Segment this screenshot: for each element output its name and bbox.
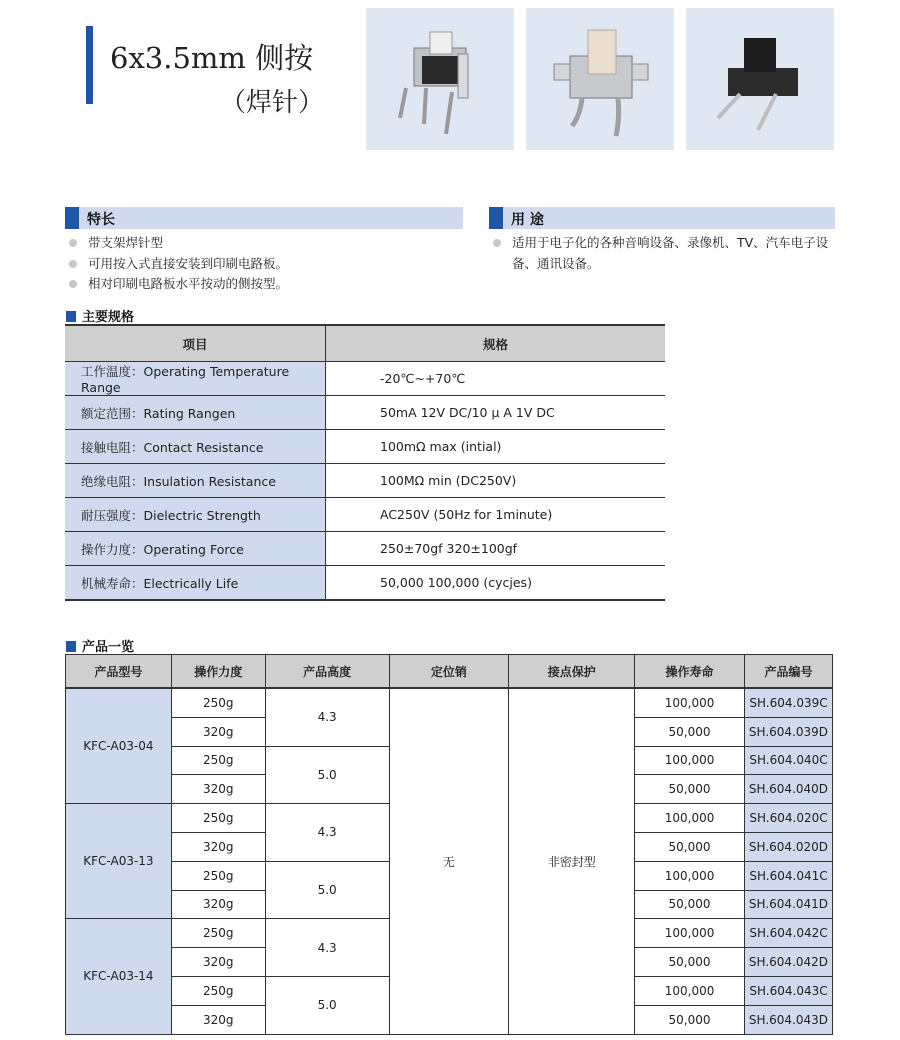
table-row: KFC-A03-13 250g 4.3 100,000 SH.604.020C (66, 804, 833, 833)
table-row: 耐压强度：Dielectric Strength AC250V (50Hz for 1minute) (65, 498, 665, 532)
specs-col-item: 项目 (65, 325, 326, 362)
table-row: 额定范围：Rating Rangen 50mA 12V DC/10 μ A 1V DC (65, 396, 665, 430)
features-heading-bar (65, 207, 463, 229)
table-row: 320g 50,000 SH.604.042D (66, 948, 833, 977)
col-force: 操作力度 (171, 655, 265, 689)
model-cell: KFC-A03-14 (66, 919, 172, 1034)
features-heading: 特长 (87, 212, 115, 228)
product-photo-white-metal (366, 8, 514, 150)
table-row: 250g 5.0 100,000 SH.604.041C (66, 861, 833, 890)
feature-item: 可用按入式直接安装到印刷电路板。 (66, 254, 466, 275)
usage-heading: 用 途 (511, 212, 544, 228)
table-row: 操作力度：Operating Force 250±70gf 320±100gf (65, 532, 665, 566)
features-list (66, 233, 466, 295)
col-height: 产品高度 (265, 655, 389, 689)
specs-table (65, 324, 665, 601)
title-accent-bar (86, 26, 93, 104)
model-cell: KFC-A03-04 (66, 688, 172, 804)
table-row: 320g 50,000 SH.604.020D (66, 832, 833, 861)
table-row: 320g 50,000 SH.604.043D (66, 1005, 833, 1034)
specs-col-value: 规格 (326, 325, 666, 362)
col-pin: 定位销 (389, 655, 509, 689)
table-row: KFC-A03-14 250g 4.3 100,000 SH.604.042C (66, 919, 833, 948)
feature-item: 相对印刷电路板水平按动的侧按型。 (66, 274, 466, 295)
table-row: 250g 5.0 100,000 SH.604.043C (66, 976, 833, 1005)
usage-heading-bar (489, 207, 835, 229)
specs-heading: 主要规格 (66, 306, 134, 325)
model-cell: KFC-A03-13 (66, 804, 172, 919)
usage-item: 适用于电子化的各种音响设备、录像机、TV、汽车电子设备、通讯设备。 (490, 233, 835, 274)
table-row: 接触电阻：Contact Resistance 100mΩ max (intial) (65, 430, 665, 464)
feature-item: 带支架焊针型 (66, 233, 466, 254)
col-life: 操作寿命 (635, 655, 745, 689)
col-protection: 接点保护 (509, 655, 635, 689)
col-code: 产品编号 (744, 655, 832, 689)
table-row: 绝缘电阻：Insulation Resistance 100MΩ min (DC250V) (65, 464, 665, 498)
table-row: KFC-A03-04 250g 4.3 无 非密封型 100,000 SH.604.039C (66, 688, 833, 717)
table-row: 320g 50,000 SH.604.041D (66, 890, 833, 919)
table-row: 工作温度：Operating Temperature Range -20℃~+70℃ (65, 362, 665, 396)
protection-cell: 非密封型 (509, 688, 635, 1034)
page-title: 6x3.5mm 侧按 (110, 41, 314, 75)
products-heading: 产品一览 (66, 636, 134, 655)
table-row: 250g 5.0 100,000 SH.604.040C (66, 746, 833, 775)
usage-list (490, 233, 835, 274)
products-table (65, 654, 833, 1035)
product-photo-beige (526, 8, 674, 150)
page-subtitle: （焊针） (220, 88, 325, 118)
product-photo-black (686, 8, 834, 150)
table-row: 320g 50,000 SH.604.039D (66, 717, 833, 746)
table-row: 机械寿命：Electrically Life 50,000 100,000 (cycjes) (65, 566, 665, 601)
pin-cell: 无 (389, 688, 509, 1034)
col-model: 产品型号 (66, 655, 172, 689)
table-row: 320g 50,000 SH.604.040D (66, 775, 833, 804)
